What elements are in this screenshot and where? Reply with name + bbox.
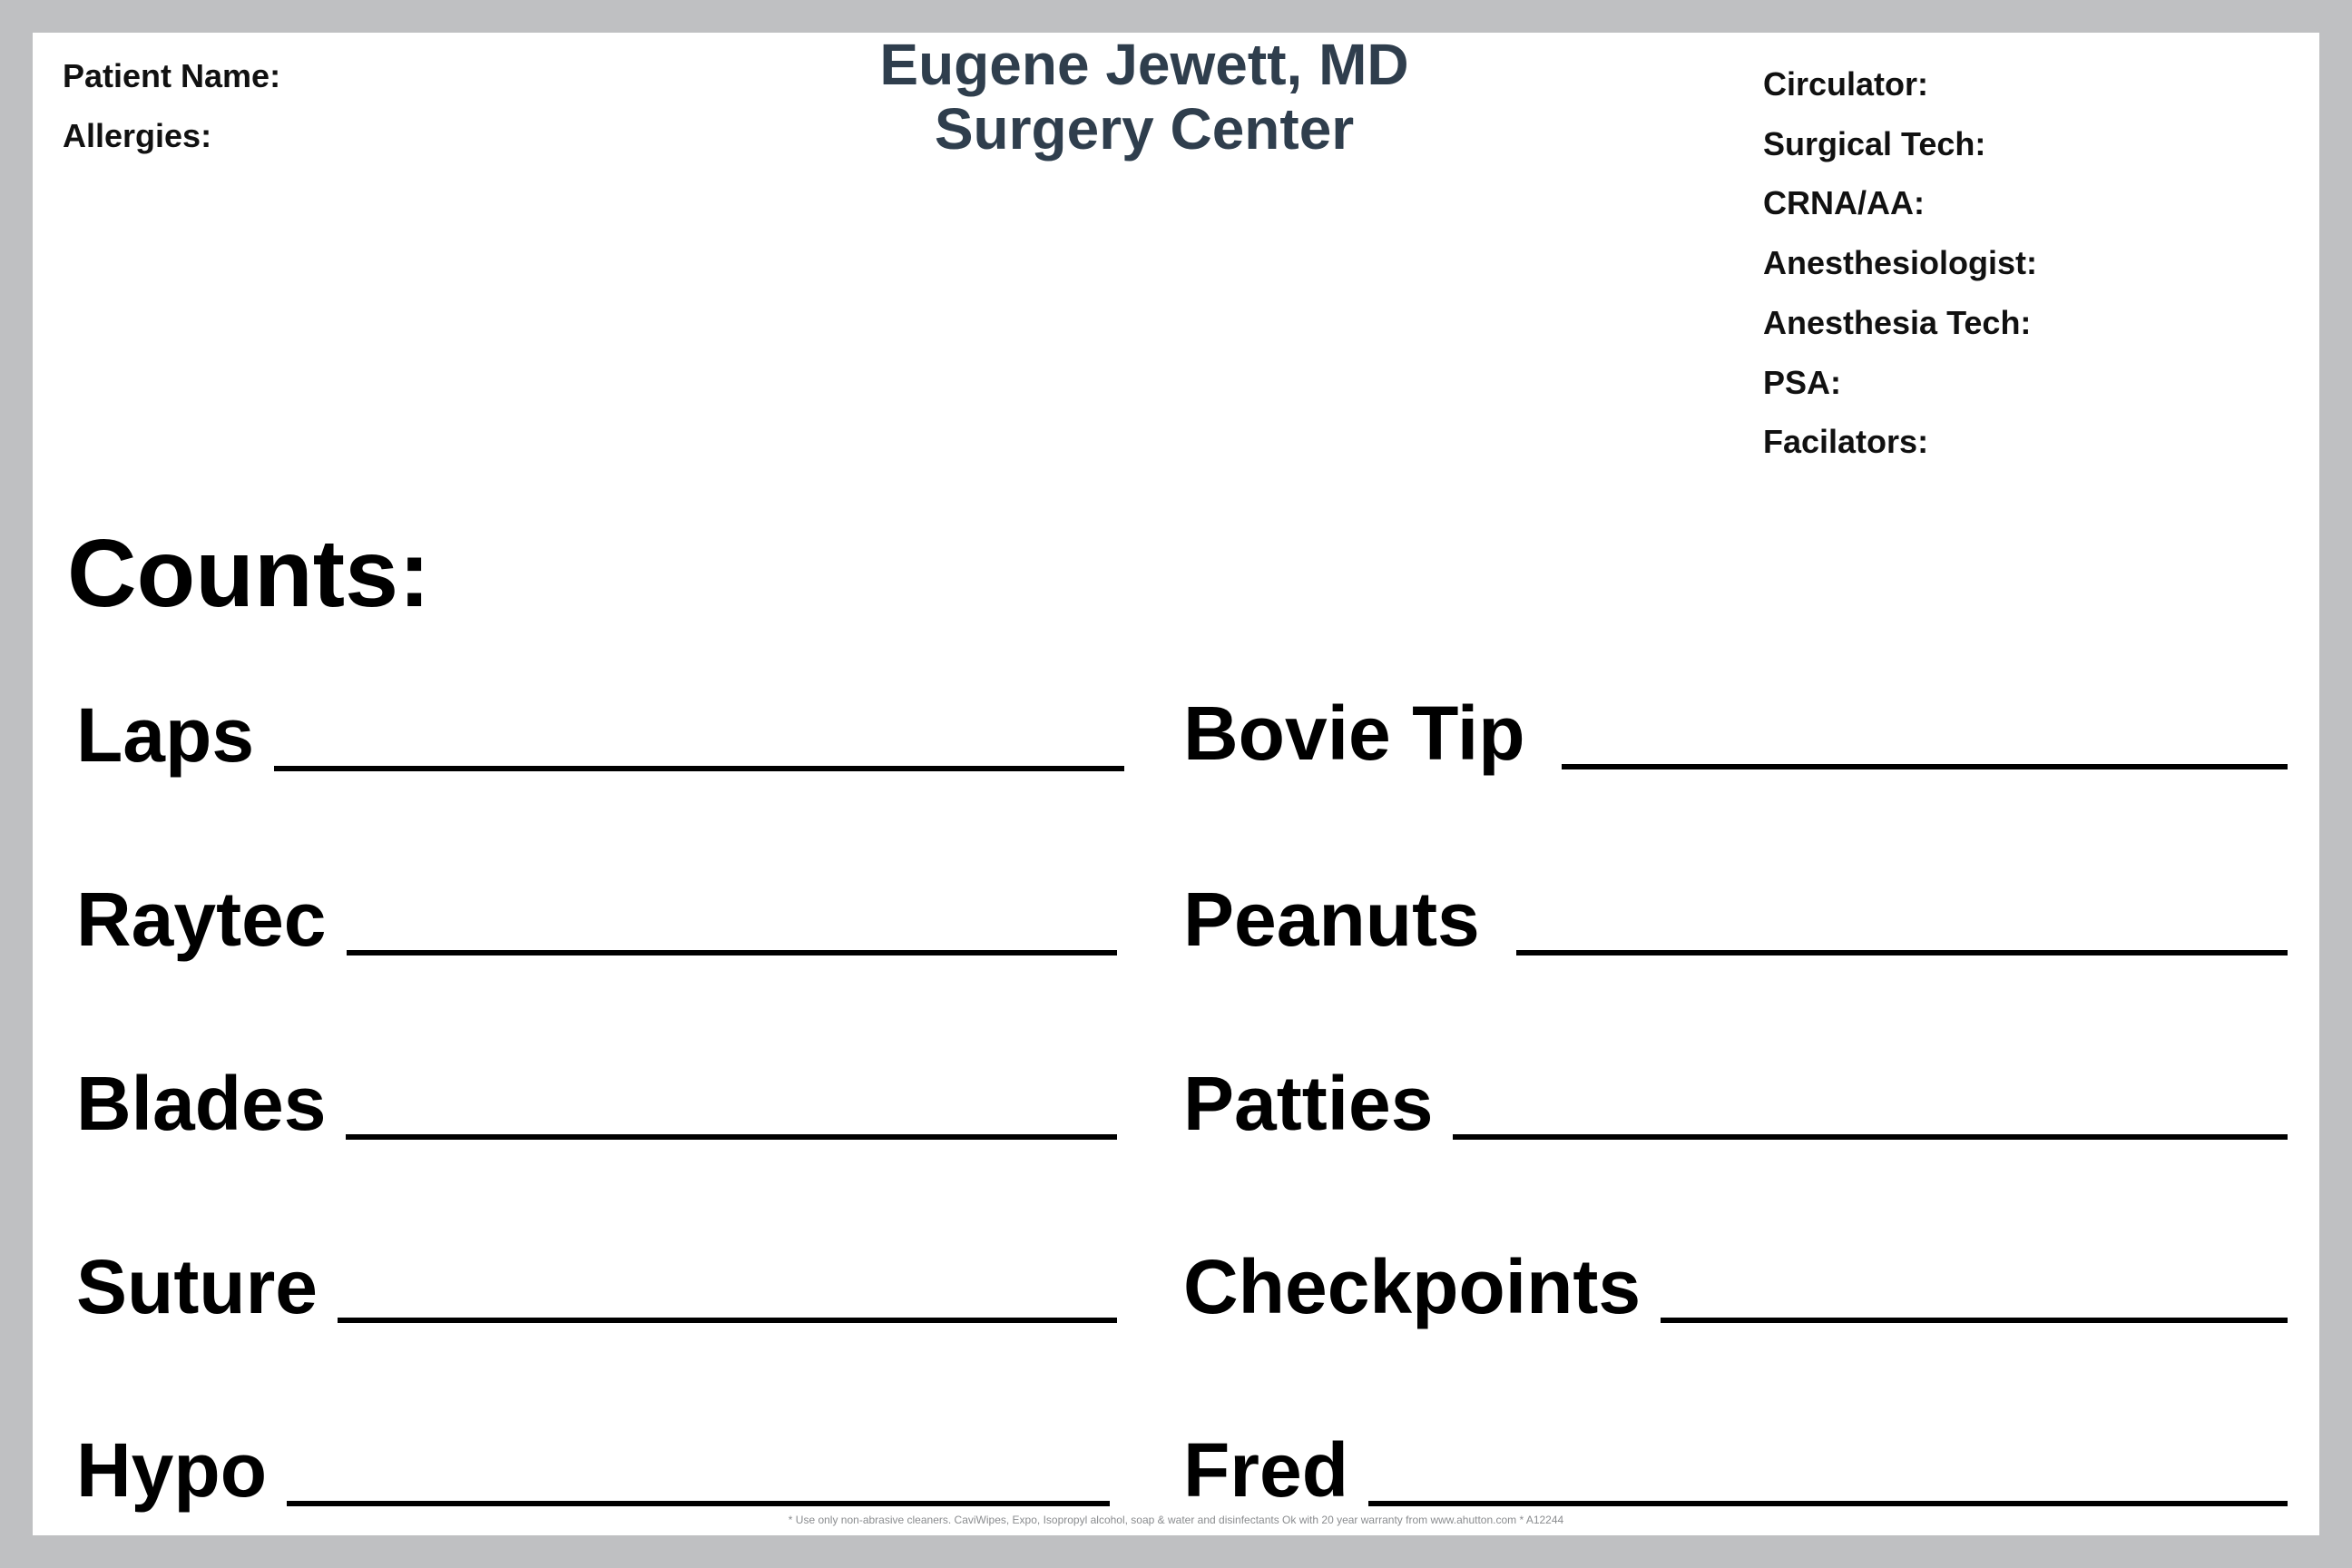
count-row-peanuts xyxy=(1183,863,2288,963)
count-row-suture xyxy=(76,1230,1117,1330)
board-title xyxy=(781,33,1507,162)
count-label: Raytec xyxy=(76,877,327,962)
count-write-line[interactable] xyxy=(346,1134,1117,1140)
staff-anesthesia-tech-label: Anesthesia Tech: xyxy=(1763,303,2032,341)
count-write-line[interactable] xyxy=(1661,1318,2288,1323)
count-write-line[interactable] xyxy=(347,950,1117,956)
staff-psa-label: PSA: xyxy=(1763,363,1842,401)
count-write-line[interactable] xyxy=(338,1318,1117,1323)
count-write-line[interactable] xyxy=(1368,1501,2288,1506)
counts-heading: Counts: xyxy=(67,520,431,627)
count-label: Checkpoints xyxy=(1183,1244,1642,1329)
count-label: Blades xyxy=(76,1061,327,1146)
count-row-checkpoints xyxy=(1183,1230,2288,1330)
patient-info xyxy=(63,46,280,166)
count-write-line[interactable] xyxy=(1516,950,2288,956)
staff-crna-label: CRNA/AA: xyxy=(1763,184,1925,222)
staff-surgical-tech-label: Surgical Tech: xyxy=(1763,124,1986,162)
staff-circulator-label: Circulator: xyxy=(1763,65,1929,103)
count-label: Peanuts xyxy=(1183,877,1480,962)
staff-anesthesiologist-label: Anesthesiologist: xyxy=(1763,244,2038,282)
count-row-bovie-tip xyxy=(1183,677,2288,777)
count-write-line[interactable] xyxy=(1562,764,2288,769)
title-line-1: Eugene Jewett, MD xyxy=(879,33,1409,97)
count-label: Hypo xyxy=(76,1427,267,1513)
count-row-laps xyxy=(76,679,1124,779)
staff-list xyxy=(1763,54,2037,472)
count-label: Patties xyxy=(1183,1061,1434,1146)
count-label: Suture xyxy=(76,1244,318,1329)
count-row-fred xyxy=(1183,1414,2288,1514)
count-write-line[interactable] xyxy=(274,766,1124,771)
patient-name-label: Patient Name: xyxy=(63,57,281,94)
count-label: Bovie Tip xyxy=(1183,691,1525,776)
title-line-2: Surgery Center xyxy=(934,96,1355,162)
staff-facilitators-label: Facilators: xyxy=(1763,423,1929,461)
count-row-patties xyxy=(1183,1047,2288,1147)
whiteboard xyxy=(33,33,2319,1535)
allergies-label: Allergies: xyxy=(63,117,212,154)
care-instructions-footer: * Use only non-abrasive cleaners. CaviWipes, Expo, Isopropyl alcohol, soap & water and disinfectants Ok with 20 year warranty from www.ahutton.com * A12244 xyxy=(788,1514,1564,1526)
count-row-blades xyxy=(76,1047,1117,1147)
count-write-line[interactable] xyxy=(1453,1134,2288,1140)
count-write-line[interactable] xyxy=(287,1501,1110,1506)
count-row-hypo xyxy=(76,1414,1110,1514)
count-label: Fred xyxy=(1183,1427,1349,1513)
count-row-raytec xyxy=(76,863,1117,963)
count-label: Laps xyxy=(76,692,255,778)
